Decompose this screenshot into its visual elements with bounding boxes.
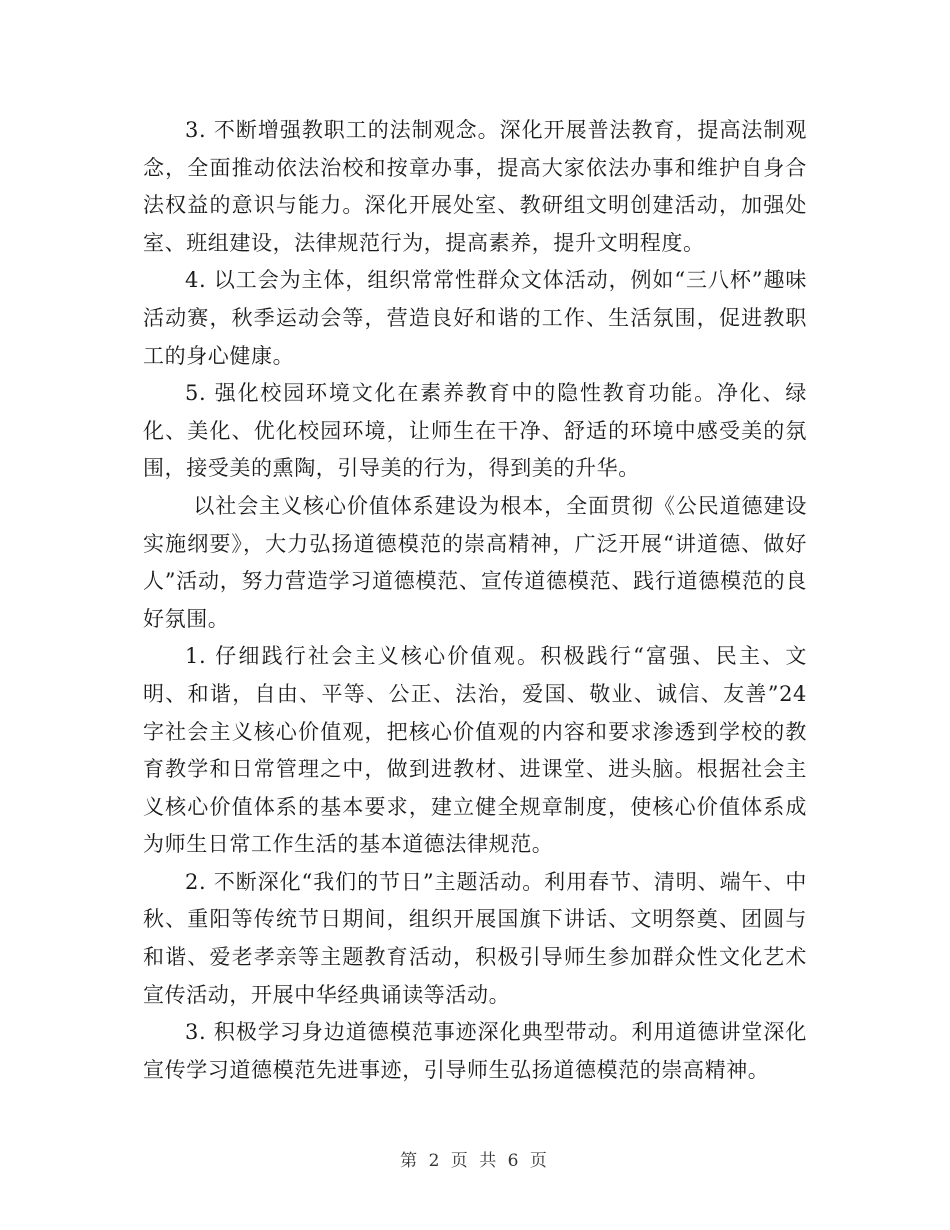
paragraph-our-festivals: 2. 不断深化“我们的节日”主题活动。利用春节、清明、端午、中秋、重阳等传统节日期间，组织开展国旗下讲话、文明祭奠、团圆与和谐、爱老孝亲等主题教育活动，积极引导师生参加群众性文化艺术宣传活动，开展中华经典诵读等活动。: [143, 869, 807, 1007]
paragraph-core-values: 1. 仔细践行社会主义核心价值观。积极践行“富强、民主、文明、和谐，自由、平等、公正、法治，爱国、敬业、诚信、友善”24字社会主义核心价值观，把核心价值观的内容和要求渗透到学校的教育教学和日常管理之中，做到进教材、进课堂、进头脑。根据社会主义核心价值体系的基本要求，建立健全规章制度，使核心价值体系成为师生日常工作生活的基本道德法律规范。: [143, 644, 807, 857]
paragraph-union-activities: 4. 以工会为主体，组织常常性群众文体活动，例如“三八杯”趣味活动赛，秋季运动会等，营造良好和谐的工作、生活氛围，促进教职工的身心健康。: [143, 268, 807, 368]
document-body: [143, 112, 807, 1089]
paragraph-moral-model-intro: 以社会主义核心价值体系建设为根本，全面贯彻《公民道德建设实施纲要》，大力弘扬道德模范的崇高精神，广泛开展“讲道德、做好人”活动，努力营造学习道德模范、宣传道德模范、践行道德模范的良好氛围。: [143, 493, 807, 631]
page-number-footer: 第 2 页 共 6 页: [400, 1151, 550, 1171]
paragraph-campus-environment: 5. 强化校园环境文化在素养教育中的隐性教育功能。净化、绿化、美化、优化校园环境，让师生在干净、舒适的环境中感受美的氛围，接受美的熏陶，引导美的行为，得到美的升华。: [143, 381, 807, 481]
paragraph-learn-moral-models: 3. 积极学习身边道德模范事迹深化典型带动。利用道德讲堂深化宣传学习道德模范先进事迹，引导师生弘扬道德模范的崇高精神。: [143, 1020, 807, 1082]
paragraph-teacher-legal-awareness: 3. 不断增强教职工的法制观念。深化开展普法教育，提高法制观念，全面推动依法治校和按章办事，提高大家依法办事和维护自身合法权益的意识与能力。深化开展处室、教研组文明创建活动，加强处室、班组建设，法律规范行为，提高素养，提升文明程度。: [143, 118, 807, 255]
